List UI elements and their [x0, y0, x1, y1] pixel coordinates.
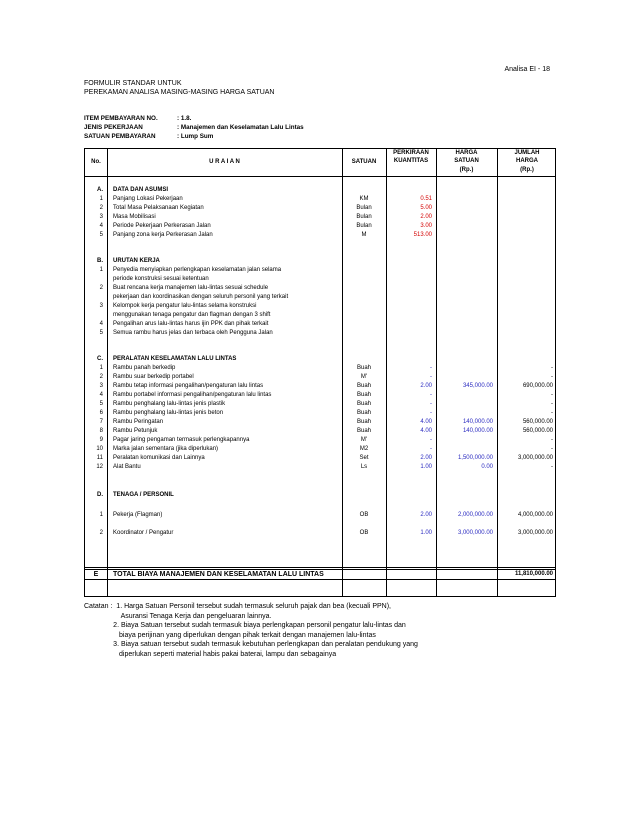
section-c-no: C. [97, 356, 103, 362]
row-price: 345,000.00 [462, 383, 493, 389]
row-qty: 2.00 [420, 512, 432, 518]
row-desc: Rambu penghalang lalu-lintas jenis beton [113, 410, 224, 416]
row-unit: OB [359, 512, 369, 518]
row-desc: Koordinator / Pengatur [113, 530, 174, 536]
item-metadata [84, 114, 304, 141]
row-unit: Buah [356, 428, 371, 434]
header-jumlah-2: HARGA [516, 158, 538, 164]
row-unit: OB [359, 530, 369, 536]
row-qty: 0.51 [420, 196, 432, 202]
row-no: 3 [99, 214, 103, 220]
row-desc: Penyedia menyiapkan perlengkapan keselamatan jalan selama [113, 267, 282, 273]
row-desc: menggunakan tenaga pengatur dan flagman dengan 3 shift [113, 312, 271, 318]
row-unit: Buah [356, 401, 371, 407]
note-line: 2. Biaya Satuan tersebut sudah termasuk biaya perlengkapan personil pengatur lalu-lintas dan [84, 622, 406, 629]
row-no: 1 [99, 512, 103, 518]
row-qty: 2.00 [420, 455, 432, 461]
total-no: E [93, 571, 99, 578]
row-price: 3,000,000.00 [457, 530, 493, 536]
row-no: 11 [96, 455, 103, 461]
row-unit: Ls [360, 464, 368, 470]
note-line: Catatan : 1. Harga Satuan Personil tersebut sudah termasuk seluruh pajak dan bea (kecuali PPN), [84, 603, 392, 610]
row-qty: 1.00 [420, 530, 432, 536]
section-a-no: A. [97, 187, 103, 193]
row-price: 0.00 [481, 464, 493, 470]
row-desc: periode konstruksi sesuai ketentuan [113, 276, 209, 282]
analysis-table [84, 148, 556, 597]
row-price: 1,500,000.00 [457, 455, 493, 461]
row-no: 2 [99, 530, 103, 536]
row-no: 10 [96, 446, 103, 452]
row-desc: Marka jalan sementara (jika diperlukan) [113, 446, 219, 452]
row-unit: Buah [356, 410, 371, 416]
row-qty: 5.00 [420, 205, 432, 211]
total-bottom-border [85, 579, 555, 580]
section-b-title: URUTAN KERJA [113, 258, 160, 264]
row-total: 3,000,000.00 [517, 455, 553, 461]
row-qty: 513.00 [413, 232, 432, 238]
row-no: 2 [99, 205, 103, 211]
row-unit: Bulan [356, 214, 372, 220]
header-satuan: SATUAN [351, 159, 377, 165]
row-total: - [551, 464, 553, 470]
row-no: 3 [99, 383, 103, 389]
row-desc: Rambu suar berkedip portabel [113, 374, 194, 380]
meta-row-unit [84, 132, 304, 141]
row-no: 1 [99, 267, 103, 273]
row-no: 9 [99, 437, 103, 443]
row-total: - [551, 401, 553, 407]
row-desc: Peralatan komunikasi dan Lainnya [113, 455, 205, 461]
row-no: 7 [99, 419, 103, 425]
row-price: 2,000,000.00 [457, 512, 493, 518]
note-line: Asuransi Tenaga Kerja dan pengeluaran lainnya. [84, 612, 272, 620]
row-total: 3,000,000.00 [517, 530, 553, 536]
row-no: 4 [99, 392, 103, 398]
row-unit: M2 [359, 446, 369, 452]
row-desc: Kelompok kerja pengatur lalu-lintas selama konstruksi [113, 303, 257, 309]
section-b-no: B. [97, 258, 103, 264]
row-qty: - [430, 446, 432, 452]
row-qty: 2.00 [420, 214, 432, 220]
row-qty: - [430, 365, 432, 371]
row-unit: M [361, 232, 367, 238]
row-unit: Bulan [356, 205, 372, 211]
notes [84, 602, 418, 659]
row-no: 2 [99, 374, 103, 380]
row-desc: Rambu tetap informasi pengalihan/pengaturan lalu lintas [113, 383, 264, 389]
header-jumlah-3: (Rp.) [520, 167, 534, 173]
row-qty: 4.00 [420, 419, 432, 425]
row-unit: KM [359, 196, 369, 202]
row-no: 5 [99, 401, 103, 407]
row-total: - [551, 392, 553, 398]
row-qty: 1.00 [420, 464, 432, 470]
row-unit: Bulan [356, 223, 372, 229]
row-desc: Rambu penghalang lalu-lintas jenis plastik [113, 401, 226, 407]
header-kuantitas-1: PERKIRAAN [393, 150, 429, 156]
row-desc: Rambu panah berkedip [113, 365, 176, 371]
row-desc: Periode Pekerjaan Perkerasan Jalan [113, 223, 211, 229]
row-total: 690,000.00 [522, 383, 553, 389]
header-harga-2: SATUAN [454, 158, 479, 164]
row-desc: pekerjaan dan koordinasikan dengan seluruh personil yang terkait [113, 294, 289, 300]
form-title-line-1: FORMULIR STANDAR UNTUK [84, 80, 182, 87]
header-uraian: U R A I A N [209, 159, 240, 165]
column-divider [107, 149, 108, 596]
row-no: 4 [99, 321, 103, 327]
row-no: 1 [99, 365, 103, 371]
row-no: 8 [99, 428, 103, 434]
row-desc: Alat Bantu [113, 464, 141, 470]
total-value: 11,810,000.00 [514, 571, 553, 577]
header-jumlah-1: JUMLAH [514, 150, 540, 156]
row-desc: Pekerja (Flagman) [113, 512, 163, 518]
row-total: - [551, 410, 553, 416]
note-line: 3. Biaya satuan tersebut sudah termasuk kebutuhan perlengkapan dan peralatan pendukung yang [84, 641, 418, 648]
row-qty: - [430, 374, 432, 380]
row-price: 140,000.00 [462, 428, 493, 434]
document-reference: Analisa EI - 18 [504, 66, 550, 73]
row-desc: Masa Mobilisasi [113, 214, 156, 220]
row-no: 6 [99, 410, 103, 416]
row-no: 2 [99, 285, 103, 291]
meta-row-work-type [84, 123, 304, 132]
note-line: diperlukan seperti material habis pakai baterai, lampu dan sebagainya [84, 650, 337, 658]
section-d-no: D. [97, 492, 103, 498]
row-desc: Panjang zona kerja Perkerasan Jalan [113, 232, 213, 238]
meta-label: ITEM PEMBAYARAN NO. [84, 115, 158, 122]
header-harga-3: (Rp.) [459, 167, 474, 173]
row-unit: M' [360, 374, 368, 380]
row-no: 12 [96, 464, 103, 470]
meta-value: : Manajemen dan Keselamatan Lalu Lintas [177, 124, 304, 131]
header-kuantitas-2: KUANTITAS [393, 158, 429, 164]
row-unit: M' [360, 437, 368, 443]
total-label: TOTAL BIAYA MANAJEMEN DAN KESELAMATAN LALU LINTAS [113, 571, 324, 578]
row-total: - [551, 374, 553, 380]
header-bottom-border [85, 176, 555, 177]
note-line: biaya perijinan yang diperlukan dengan pihak terkait dengan manajemen lalu-lintas [84, 631, 376, 639]
meta-value: : Lump Sum [177, 133, 214, 140]
row-desc: Rambu Peringatan [113, 419, 164, 425]
row-qty: 2.00 [420, 383, 432, 389]
section-c-title: PERALATAN KESELAMATAN LALU LINTAS [113, 356, 237, 362]
row-desc: Pengalihan arus lalu-lintas harus ijin PPK dan pihak terkait [113, 321, 269, 327]
row-desc: Rambu Petunjuk [113, 428, 158, 434]
row-no: 5 [99, 330, 103, 336]
row-qty: 3.00 [420, 223, 432, 229]
row-price: 140,000.00 [462, 419, 493, 425]
row-total: - [551, 365, 553, 371]
row-unit: Set [359, 455, 369, 461]
row-no: 3 [99, 303, 103, 309]
row-desc: Semua rambu harus jelas dan terbaca oleh Pengguna Jalan [113, 330, 273, 336]
row-qty: 4.00 [420, 428, 432, 434]
meta-label: SATUAN PEMBAYARAN [84, 133, 156, 140]
row-qty: - [430, 392, 432, 398]
header-no: No. [91, 159, 101, 165]
row-no: 4 [99, 223, 103, 229]
row-total: 560,000.00 [522, 428, 553, 434]
row-desc: Rambu portabel informasi pengalihan/pengaturan lalu lintas [113, 392, 272, 398]
row-no: 5 [99, 232, 103, 238]
form-title [84, 79, 274, 97]
row-total: - [551, 437, 553, 443]
header-harga-1: HARGA [455, 150, 478, 156]
row-total: 560,000.00 [522, 419, 553, 425]
row-desc: Total Masa Pelaksanaan Kegiatan [113, 205, 204, 211]
row-no: 1 [99, 196, 103, 202]
meta-label: JENIS PEKERJAAN [84, 124, 143, 131]
row-total: - [551, 446, 553, 452]
row-qty: - [430, 401, 432, 407]
row-unit: Buah [356, 419, 371, 425]
row-qty: - [430, 437, 432, 443]
row-unit: Buah [356, 365, 371, 371]
meta-value: : 1.8. [177, 115, 192, 122]
row-unit: Buah [356, 383, 371, 389]
row-unit: Buah [356, 392, 371, 398]
section-d-title: TENAGA / PERSONIL [113, 492, 174, 498]
section-a-title: DATA DAN ASUMSI [113, 187, 168, 193]
form-title-line-2: PEREKAMAN ANALISA MASING-MASING HARGA SATUAN [84, 89, 275, 96]
meta-row-item [84, 114, 304, 123]
row-qty: - [430, 410, 432, 416]
row-total: 4,000,000.00 [517, 512, 553, 518]
row-desc: Pagar jaring pengaman termasuk perlengkapannya [113, 437, 250, 443]
row-desc: Panjang Lokasi Pekerjaan [113, 196, 183, 202]
row-desc: Buat rencana kerja manajemen lalu-lintas sesuai schedule [113, 285, 269, 291]
